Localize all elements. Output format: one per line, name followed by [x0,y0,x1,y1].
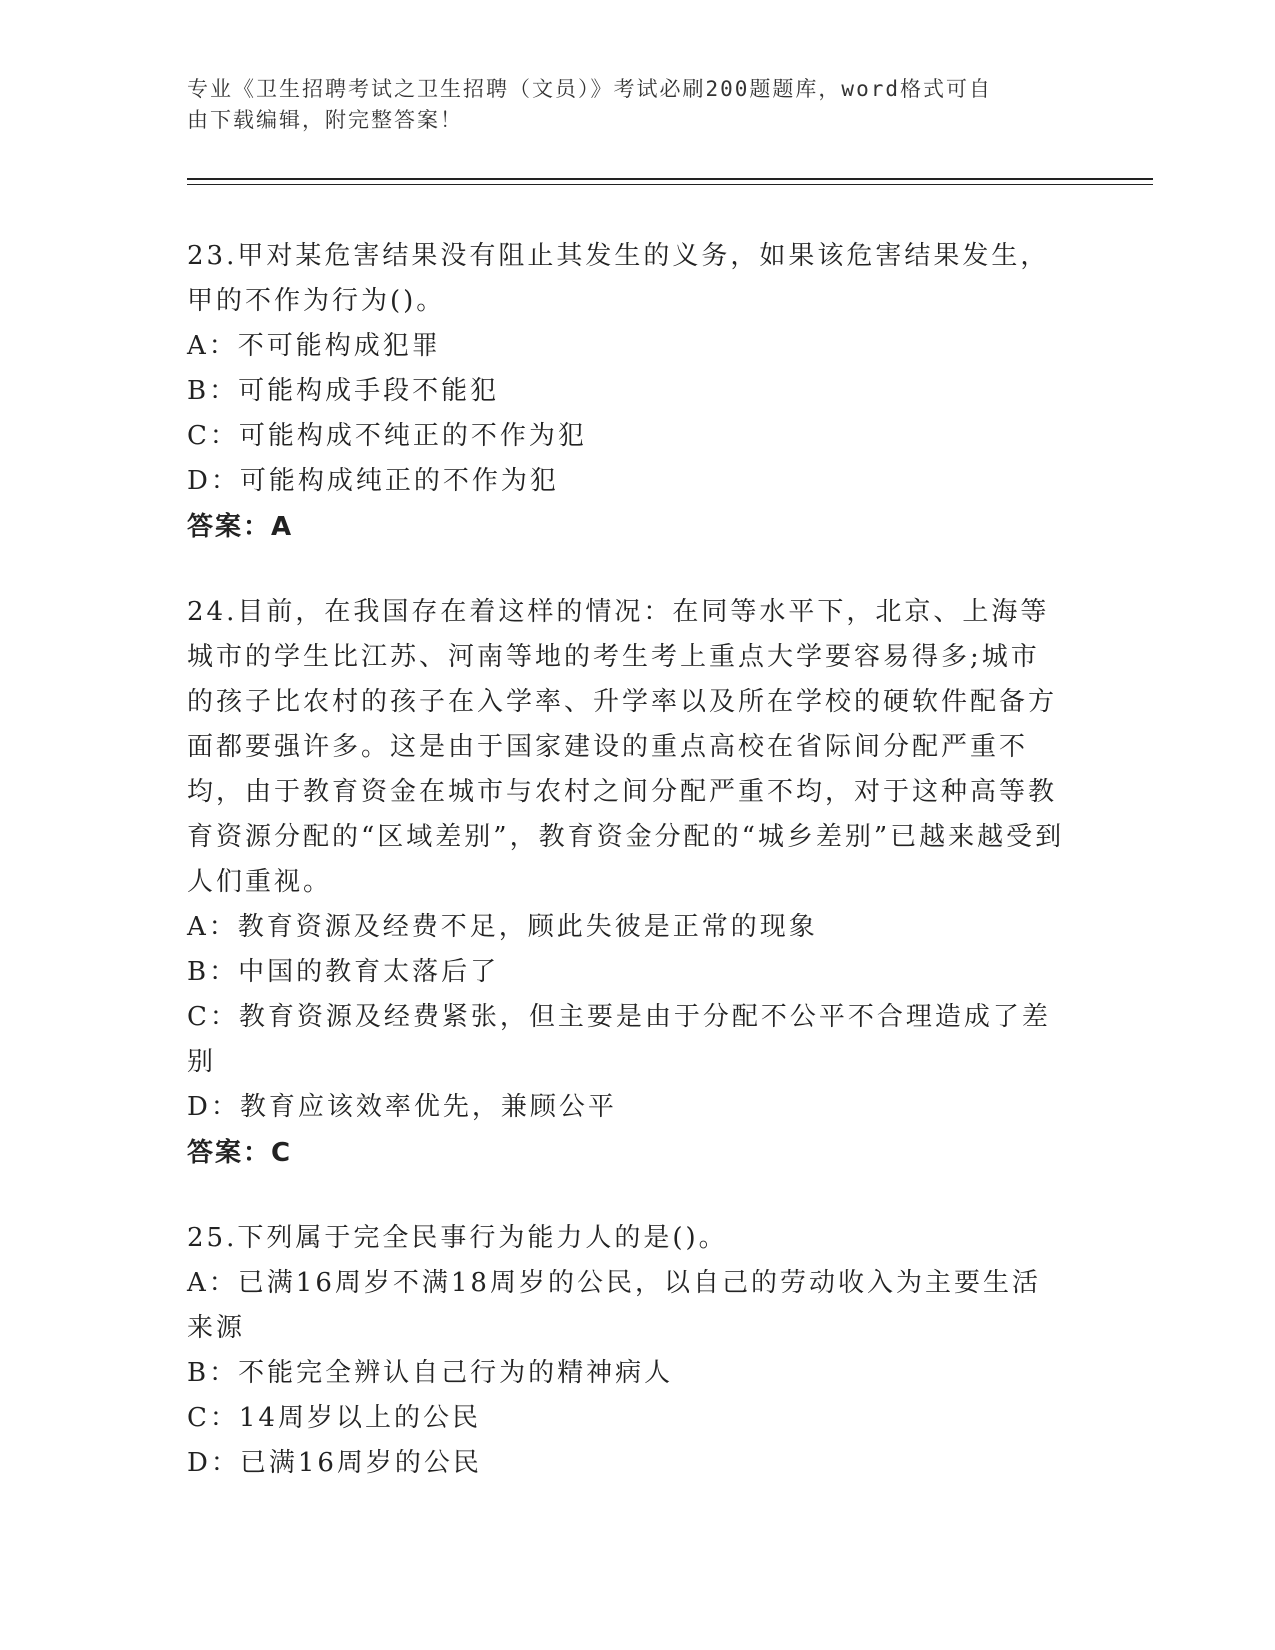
option-d: D：可能构成纯正的不作为犯 [187,466,559,496]
option-a: A：不可能构成犯罪 [187,331,441,361]
question-text: 24.目前，在我国存在着这样的情况：在同等水平下，北京、上海等城市的学生比江苏、河南等地的考生考上重点大学要容易得多;城市的孩子比农村的孩子在入学率、升学率以及所在学校的硬软件配备方面都要强许多。这是由于国家建设的重点高校在省际间分配严重不均，由于教育资金在城市与农村之间分配严重不均，对于这种高等教育资源分配的“区域差别”，教育资金分配的“城乡差别”已越来越受到人们重视。 [187,597,1065,897]
question-list [187,234,1067,1526]
option-c: C：教育资源及经费紧张，但主要是由于分配不公平不合理造成了差别 [187,1002,1051,1077]
header-line-1: 专业《卫生招聘考试之卫生招聘（文员）》考试必刷200题题库，word格式可自 [187,77,992,101]
option-c: C：可能构成不纯正的不作为犯 [187,421,587,451]
question-text: 23.甲对某危害结果没有阻止其发生的义务，如果该危害结果发生，甲的不作为行为()。 [187,241,1050,316]
option-c: C：14周岁以上的公民 [187,1403,481,1433]
option-b: B：可能构成手段不能犯 [187,376,500,406]
option-d: D：教育应该效率优先，兼顾公平 [187,1092,617,1122]
option-d: D：已满16周岁的公民 [187,1448,482,1478]
document-header [187,74,1067,136]
header-divider-thin [187,184,1153,185]
question-24 [187,590,1067,1176]
header-divider-thick [187,178,1153,180]
option-b: B：不能完全辨认自己行为的精神病人 [187,1358,674,1388]
question-25 [187,1216,1067,1486]
option-a: A：教育资源及经费不足，顾此失彼是正常的现象 [187,912,818,942]
option-a: A：已满16周岁不满18周岁的公民，以自己的劳动收入为主要生活来源 [187,1268,1041,1343]
question-23 [187,234,1067,550]
answer-label: 答案：C [187,1138,293,1168]
question-text: 25.下列属于完全民事行为能力人的是()。 [187,1223,728,1253]
answer-label: 答案：A [187,512,294,542]
header-line-2: 由下载编辑，附完整答案！ [187,108,463,132]
option-b: B：中国的教育太落后了 [187,957,500,987]
